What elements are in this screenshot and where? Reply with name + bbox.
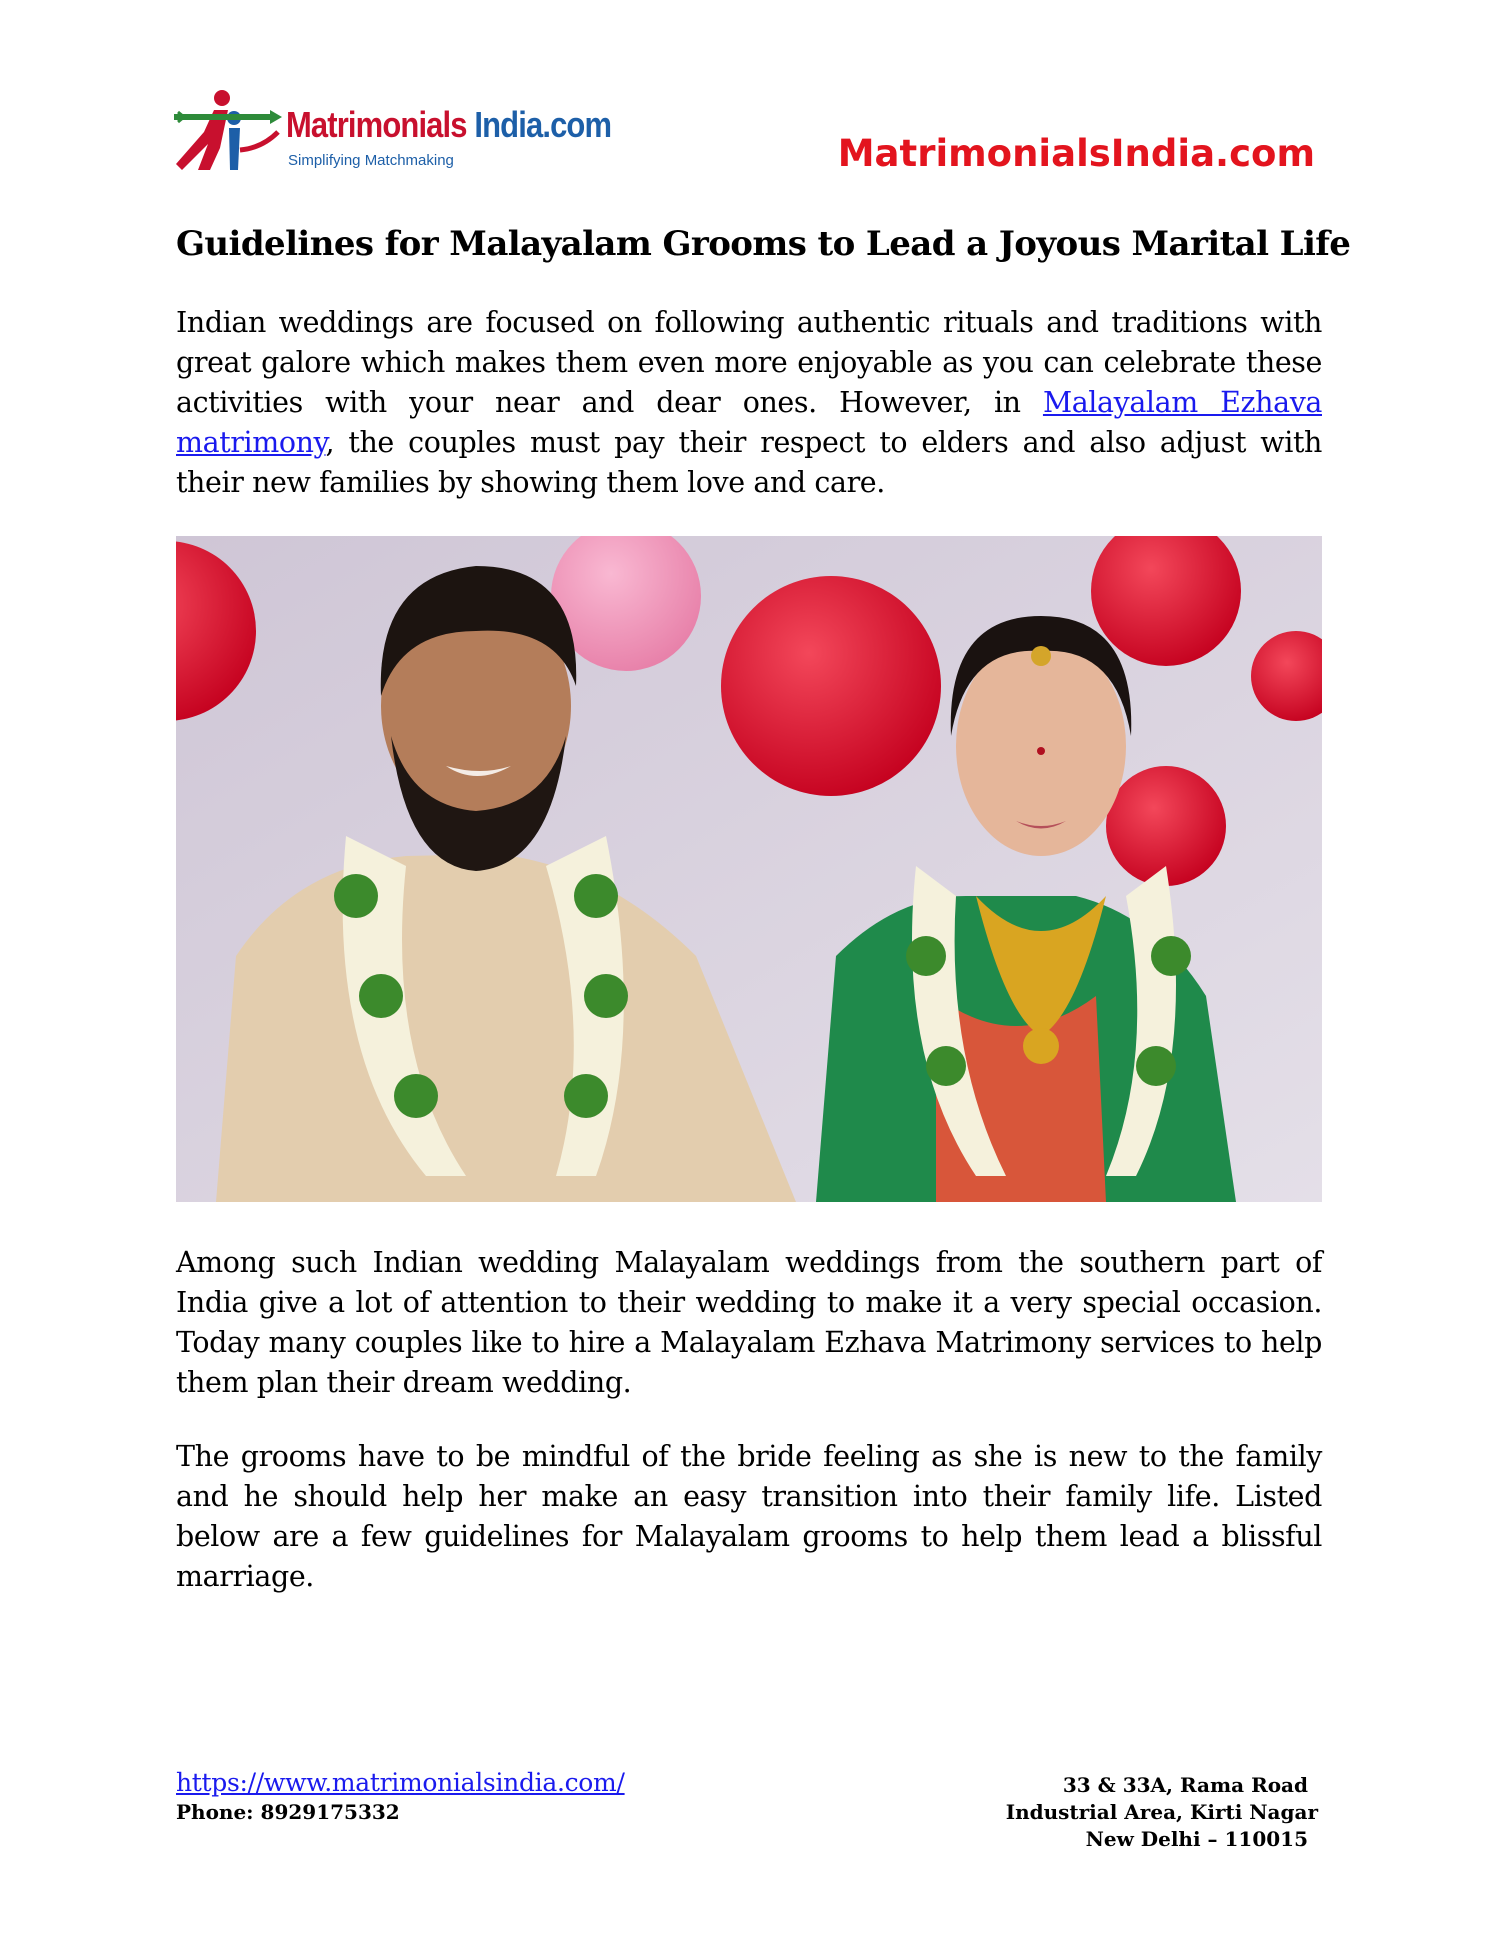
logo-word-part1: Matrimonials — [286, 104, 467, 145]
brand-logo[interactable] — [174, 88, 614, 178]
address-line-2: Industrial Area, Kirti Nagar — [1005, 1800, 1318, 1824]
intro-text-start: Indian weddings are focused on following authentic rituals and traditions with great galore which makes them even more enjoyable as you can celebrate these activities with your near and dear ones. However, in — [176, 306, 1322, 419]
body-paragraph-2: Among such Indian wedding Malayalam weddings from the southern part of India give a lot of attention to their wedding to make it a very special occasion. Today many couples like to hire a Malayalam Ezhava Matrimony services to help them plan their dream wedding. — [176, 1246, 1322, 1399]
logo-wordmark — [286, 104, 611, 146]
malayalam-ezhava-matrimony-link[interactable]: Malayalam Ezhava matrimony — [176, 386, 1322, 459]
intro-paragraph — [176, 303, 1322, 503]
body-paragraph-3: The grooms have to be mindful of the bride feeling as she is new to the family and he should help her make an easy transition into their family life. Listed below are a few guidelines for Malayalam grooms to help them lead a blissful marriage. — [176, 1440, 1322, 1593]
brand-logo-mark-icon — [174, 88, 284, 178]
logo-tagline: Simplifying Matchmaking — [288, 152, 454, 169]
footer-website-link[interactable]: https://www.matrimonialsindia.com/ — [176, 1768, 625, 1797]
address-line-3: New Delhi – 110015 — [1085, 1827, 1308, 1851]
footer-address — [1006, 1772, 1318, 1853]
article-heading: Guidelines for Malayalam Grooms to Lead a Joyous Marital Life — [176, 224, 1351, 264]
footer-phone: Phone: 8929175332 — [176, 1800, 400, 1824]
address-line-1: 33 & 33A, Rama Road — [1062, 1773, 1308, 1797]
wedding-couple-photo — [176, 536, 1322, 1202]
logo-word-part2: India.com — [466, 104, 612, 145]
site-title: MatrimonialsIndia.com — [837, 132, 1315, 175]
intro-text-end: , the couples must pay their respect to elders and also adjust with their new families by showing them love and care. — [176, 426, 1322, 499]
